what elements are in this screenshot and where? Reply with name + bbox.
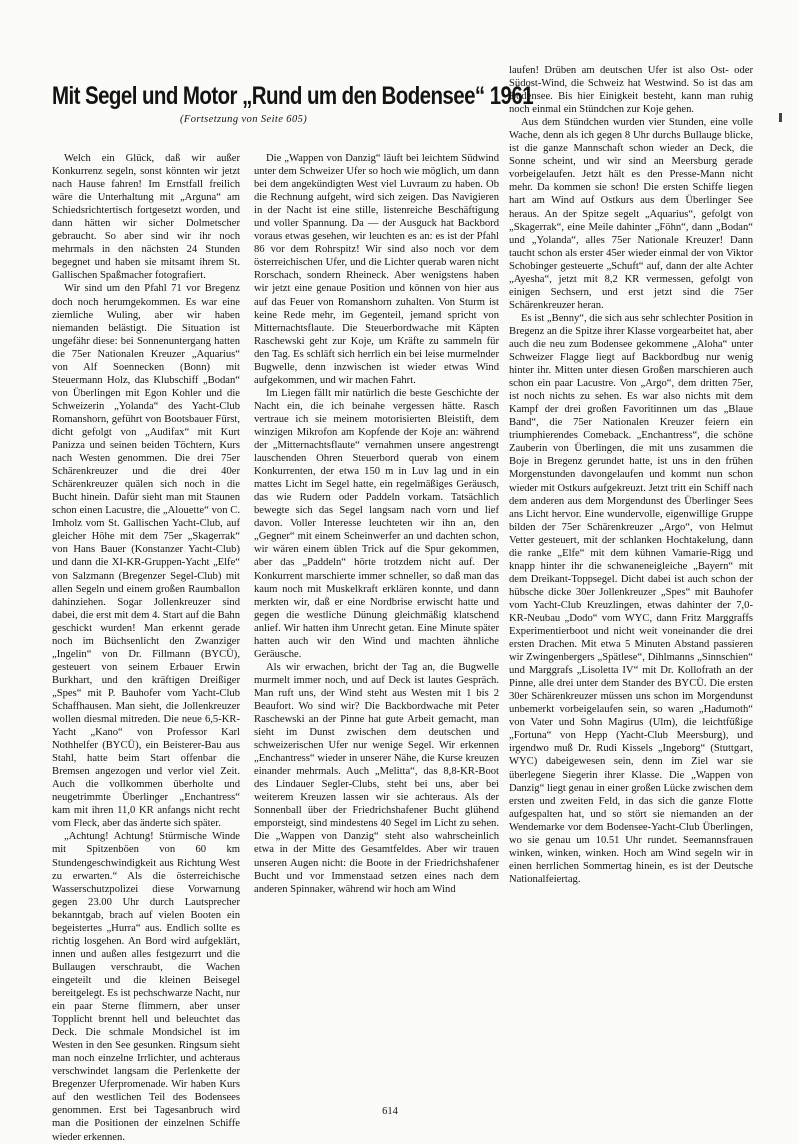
paragraph: Die „Wappen von Danzig“ läuft bei leichtem Südwind unter dem Schweizer Ufer so hoch wie möglich, um dann bei dem angekündigten West viel Luvraum zu haben. Ob die Rechnung aufgeht, wird sich zeigen. Das Navigieren in der Nacht ist eine stille, listenreiche Beschäftigung und voller Spannung. Da — der Ausguck hat Backbord voraus etwas gesehen, wir leuchten es an: es ist der Pfahl 86 vor dem Rohrspitz! Wir sind also noch vor dem österreichischen Ufer, und die Lichter querab waren nicht Rorschach, sondern Rheineck. Aber wenigstens haben wir jetzt eine genaue Position und können von hier aus auf das Feuer von Romanshorn zuhalten. Von Sturm ist keine Rede mehr, im Gegenteil, jemand spricht von Mitternachtsflaute. Die Steuerbordwache mit Käpten Raschewski geht zur Koje, um Kräfte zu sammeln für den Tag. Es schläft sich herrlich ein bei leise murmelnder Bugwelle, denn inzwischen ist wieder etwas Wind aufgekommen, und wir machen Fahrt. [254, 153, 499, 386]
paragraph: Als wir erwachen, bricht der Tag an, die Bugwelle murmelt immer noch, und auf Deck ist lautes Gespräch. Man ruft uns, der Wind steht aus Westen mit 1 bis 2 Beaufort. Wo sind wir? Die Backbordwache mit Peter Raschewski an der Pinne hat gute Arbeit gemacht, man sieht im Dunst zwischen dem deutschen und schweizerischen Ufer nur wenige Segel. Wir erkennen „Enchantress“ wieder in unserer Nähe, die Kurse kreuzen einander mehrmals. Auch „Melitta“, das 8,8-KR-Boot des Lindauer Segler-Clubs, steht bei uns, aber bei weiterem Kreuzen lassen wir sie achteraus. Als der Sonnenball über der Friedrichshafener Bucht glühend emporsteigt, sind mindestens 40 Segel im Licht zu sehen. Die „Wappen von Danzig“ steht also wahrscheinlich etwa in der Mitte des Gesamtfeldes. Aber wir trauen unseren Augen nicht: die Boote in der Friedrichshafener Bucht und vor Immenstaad setzen eines nach dem anderen Spinnaker, während wir hoch am Wind [254, 661, 499, 895]
article-title: Mit Segel und Motor „Rund um den Bodensee“ 1961 [52, 81, 534, 110]
paragraph: laufen! Drüben am deutschen Ufer ist also Ost- oder Südost-Wind, die Schweiz hat Westwind. So ist das am Bodensee. Bis hier Einigkeit besteht, kann man ruhig noch einmal ein Stündchen zur Koje gehen. [509, 65, 753, 116]
text-column-2 [254, 152, 499, 1102]
text-column-3 [509, 64, 753, 1108]
paragraph: Wir sind um den Pfahl 71 vor Bregenz doch noch herumgekommen. Es war eine ziemliche Wuling, aber wir haben niemanden belästigt. Die Situation ist ungefähr diese: bei Sonnenuntergang hatten die 75er Nationalen Kreuzer „Aquarius“ von Alf Soennecken (Bonn) mit Steuermann Holz, das Klubschiff „Bodan“ von Überlingen mit Egon Kohler und die Schweizerin „Yolanda“ des Yacht-Club Romanshorn, geführt von Bootsbauer Fürst, dicht gefolgt von „Audifax“ mit Kurt Panizza und seinen beiden Töchtern, Kurs nach Westen genommen. Die drei 75er Schärenkreuzer und die drei 40er Schärenkreuzer quälen sich noch in die Bucht hinein. Dafür sieht man mit Staunen schon einen Lacustre, die „Alouette“ von C. Imholz vom St. Gallischen Yacht-Club, auf gleicher Höhe mit dem 75er „Skagerrak“ von Hans Bauer (Konstanzer Yacht-Club) und dann die XI-KR-Gruppen-Yacht „Elfe“ von Salzmann (Bregenzer Segel-Club) mit allen Segeln und einem großen Raumballon dahinziehen. Sogar Jollenkreuzer sind dabei, die erst mit dem 4. Start auf die Bahn geschickt wurden! Man erkennt gerade noch im Büchsenlicht den Zwanziger „Ingelin“ von Dr. Fillmann (BYCÜ), gesteuert von seinem Erbauer Erwin Burkhart, und den kräftigen Dreißiger „Spes“ mit P. Bauhofer vom Yacht-Club Schaffhausen. Man sieht, die Jollenkreuzer wollen diesmal mitreden. Die neue 6,5-KR-Yacht „Kano“ von Professor Karl Nothhelfer (BYCÜ), ein Beisterer-Bau aus Stahl, hatte beim Start offenbar die Bremsen angezogen und verlor viel Zeit. Auch die vollkommen überholte und neugetrimmte Überlinger „Enchantress“ kam mit ihren 11,0 KR anfangs nicht recht vom Fleck, aber das änderte sich später. [52, 283, 240, 830]
paragraph: Welch ein Glück, daß wir außer Konkurrenz segeln, sonst könnten wir jetzt nach Hause fahren! Im Ernstfall freilich wäre die Unterhaltung mit „Arguna“ am Schiedsrichtertisch fortgesetzt worden, und dann hätten wir sicher Dolmetscher gebraucht. So aber sind wir ihr noch mehrmals in den nächsten 24 Stunden begegnet und haben sie mitsamt ihrem St. Gallischen Spaßmacher fotografiert. [52, 153, 240, 282]
paragraph: Es ist „Benny“, die sich aus sehr schlechter Position in Bregenz an die Spitze ihrer Klasse vorgearbeitet hat, aber auch die neu zum Bodensee gekommene „Aloha“ unter Schweizer Flagge liegt auf Backbordbug nur wenig hinter ihr. Mitten unter diesen Großen marschieren auch schon ein paar Lacustre. Von „Argo“, dem dritten 75er, ist noch nichts zu sehen. Es war also nichts mit dem Kampf der drei großen Favoritinnen um das „Blaue Band“, die 75er Nationalen Kreuzer feiern ein triumphierendes Comeback. „Enchantress“, die schöne Zauberin von Überlingen, die mit uns zusammen die Boje in Bregenz gerundet hatte, ist uns in den frühen Morgenstunden davongelaufen und kommt nun schon wieder mit Ostkurs aufgekreuzt. Jetzt tritt ein Schiff nach dem anderen aus dem Morgendunst des Überlinger Sees ans Licht hervor. Eine wundervolle, eigenwillige Gruppe bilden der 75er Schärenkreuzer „Argo“, von Helmut Vetter gesteuert, mit der schlanken Hochtakelung, dann die ranke „Elfe“ mit dem kühnen Vamarie-Rigg und knapp hinter ihr die schwaneneigleiche „Bayern“ mit dem Dreikant-Toppsegel. Dicht dabei ist auch schon der hübsche dicke 30er Jollenkreuzer „Spes“ mit Bauhofer vom Yacht-Club Kreuzlingen, etwas dahinter der 7,0-KR-Neubau „Dodo“ vom WYC, dann Fritz Marggraffs Experimentierboot und nicht weit voneinander die drei ersten Drachen. Mit etwa 5 Minuten Abstand passieren wir Zwingenbergers „Spätlese“, Dihlmanns „Sinnschien“ und Marggrafs „Lisoletta IV“ mit Dr. Kollofrath an der Pinne, alle drei unter dem Stander des BYCÜ. Die ersten 30er Schärenkreuzer müssen uns schon im Morgendunst unbemerkt vorbeigelaufen sein, so waren „Hadumoth“ von Vater und Sohn Magirus (Ulm), die leichtfüßige „Fortuna“ von Hepp (Yacht-Club Meersburg), und irgendwo muß Dr. Rudi Kissels „Ingeborg“ (Stuttgart, WYC) dabeigewesen sein, denn im Ziel war sie überlegene Siegerin ihrer Klasse. Die „Wappen von Danzig“ liegt genau in einer großen Lücke zwischen dem ersten und zweiten Feld, in das sich die ganze Flotte aufgespalten hat, und so stört sie niemanden an der Wendemarke vor dem Bodensee-Yacht-Club Überlingen, wo sie genau um 10.51 Uhr rundet. Seemannsfrauen winken, winken, winken. Hoch am Wind segeln wir in einen herrlichen Sommertag hinein, es ist der Deutsche Nationalfeiertag. [509, 312, 753, 885]
page-number: 614 [382, 1106, 398, 1117]
continuation-note: (Fortsetzung von Seite 605) [180, 114, 308, 125]
paragraph: Im Liegen fällt mir natürlich die beste Geschichte der Nacht ein, die ich beinahe vergessen hätte. Rasch vertraue ich sie meinem motorisierten Bleistift, dem winzigen Mikrofon am Kopfende der Koje an: während der „Mitternachtsflaute“ vernahmen unsere angestrengt lauschenden Ohren Steuerbord querab von einem Konkurrenten, der etwa 150 m in Luv lag und in ein mattes Licht im Segel hatte, ein regelmäßiges Geräusch, das wie Rudern oder Paddeln vorkam. Tatsächlich bewegte sich das Segel langsam nach vorn und lief davon. Voller Interesse leuchteten wir ihn an, den „Gegner“ mit einem Scheinwerfer an und dachten schon, wir wären einem üblen Trick auf die Spur gekommen, aber das „Paddeln“ hörte trotzdem nicht auf. Der Konkurrent marschierte immer schneller, so daß man das kaum noch mit Muskelkraft erklären konnte, und dann merkten wir, daß er eine Nordbrise erwischt hatte und gegen die westliche Dünung gleichmäßig klatschend anlief. Wir hatten ihm Unrecht getan. Eine Minute später hatten auch wir den Wind und machten ähnliche Geräusche. [254, 387, 499, 660]
paragraph: „Achtung! Achtung! Stürmische Winde mit Spitzenböen von 60 km Stundengeschwindigkeit aus Richtung West zu erwarten.“ Als die österreichische Wasserschutzpolizei diese Vorwarnung gegen 23.00 Uhr durch Lautsprecher bekanntgab, brach auf vielen Booten ein begeistertes „Hurra“ aus. Endlich sollte es richtig losgehen. An Bord wird aufgeklärt, innen und außen alles festgezurrt und die Bullaugen verschraubt, die Wachen eingeteilt und die kleinen Beisegel bereitgelegt. Es ist pechschwarze Nacht, nur ein paar Sterne flimmern, aber unser Topplicht brennt hell und beleuchtet das Deck. Die schmale Mondsichel ist im Westen in den See gesunken. Ringsum sieht man noch einzelne Irrlichter, und achteraus verschwindet langsam die Perlenkette der Bregenzer Uferpromenade. Wir haben Kurs auf den westlichen Teil des Bodensees genommen. Erst bei Tagesanbruch wird man die Positionen der einzelnen Schiffe wieder erkennen. [52, 831, 240, 1143]
paragraph: Aus dem Stündchen wurden vier Stunden, eine volle Wache, denn als ich gegen 8 Uhr durchs Bullauge blicke, ist die ganze Mannschaft schon wieder an Deck, die Sonne scheint, und wir sind an Meersburg gerade vorbeigelaufen. Jetzt hält es den Presse-Mann nicht mehr. Da kommen sie schon! Die ersten Schiffe liegen hart am Wind auf Ostkurs aus dem Überlinger See heraus. An der Spitze segelt „Aquarius“, gefolgt von „Skagerrak“, eine Meile dahinter „Föhn“, dann „Bodan“ und „Yolanda“, alles 75er Nationale Kreuzer! Dann taucht schon als erster 45er wieder einmal der von Viktor Schobinger gesteuerte „Schuft“ auf, dann der alte Achter „Ayesha“, jetzt mit 8,2 KR vermessen, gefolgt von einigen Sechsern, und erst jetzt sind die 75er Schärenkreuzer heran. [509, 117, 753, 311]
margin-mark [779, 113, 782, 122]
text-column-1 [52, 152, 240, 1143]
